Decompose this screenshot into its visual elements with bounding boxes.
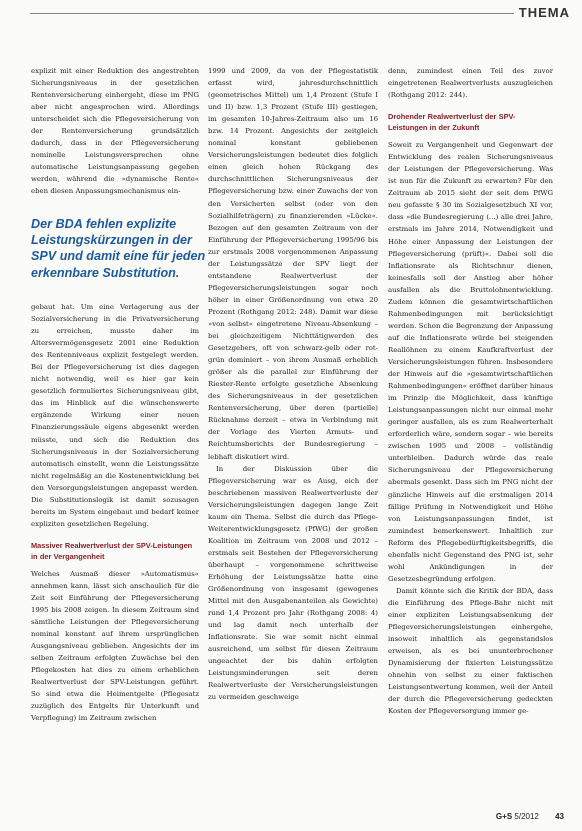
body-paragraph: denn, zumindest einen Teil des zuvor eingetretenen Realwertverlusts auszugleichen (Rothgang 2012: 244). <box>388 67 553 100</box>
magazine-name: G+S <box>495 812 513 821</box>
section-heading: Drohender Realwertverlust der SPV-Leistungen in der Zukunft <box>388 112 516 133</box>
column-2 <box>208 65 378 703</box>
body-paragraph: 1999 und 2009, da von der Pflegestatistik erfasst wird, jahresdurchschnittlich (geometrisches Mittel) um 1,4 Prozent (Stufe I und II) bzw. 1,3 Prozent (Stufe III) gestiegen, im gesamten 10-Jahres-Zeitraum also um 16 bzw. 14 Prozent. Angesichts der zeitgleich nominal konstant gebliebenen Versicherungsleistungen bedeutet dies folglich einen gleich hohen Rückgang des durchschnittlichen Sicherungsniveaus der Pflegeversicherung bzw. einer Zuwachs der von den Versicherten selbst (oder von den Sozialhilfeträgern) zu finanzierenden »Lücke«. Bezogen auf den gesamten Zeitraum von der Einführung der Pflegeversicherung 1995/96 bis zur erstmals 2008 vorgenommenen Anpassung der Leistungssätze der SPV liegt der entstandene Realwertverlust der Pflegeversicherungsleistungen sogar noch höher in einer Größenordnung von etwa 20 Prozent (Rothgang 2012: 248). Damit war diese »von selbst« eingetretene Niveau-Absenkung – bei gleichzeitigem Nichttätigwerden des Gesetzgebers, oft von schwarz-gelb oder rot-grün dominiert – von ihrem Ausmaß erheblich größer als die parallel zur Einführung der Riester-Rente erfolgte gesetzliche Absenkung des Sicherungsniveaus in der gesetzlichen Rentenversicherung, über deren (partielle) Rücknahme derzeit – etwa in Verbindung mit der Vorlage des Vierten Armuts- und Reichtumsberichts der Bundesregierung – lebhaft diskutiert wird. <box>208 67 378 461</box>
header-rule <box>30 13 514 14</box>
body-paragraph: Soweit zu Vergangenheit und Gegenwart der Entwicklung des realen Sicherungsniveaus der Leistungen der Pflegeversicherung. Was ist nun für die Zukunft zu erwarten? Für den Zeitraum ab 2015 sieht der seit dem PfWG neu gefasste § 30 im Sozialgesetzbuch XI vor, dass »die Bundesregierung (...) alle drei Jahre, erstmals im Jahre 2014, Notwendigkeit und Höhe einer Anpassung der Leistungen der Pflegeversicherung (prüft)«. Dabei soll die Inflationsrate als Richtschnur dienen, keinesfalls soll der Anstieg aber höher ausfallen als die Bruttolohnentwicklung. Zudem können die gesamtwirtschaftlichen Rahmenbedingungen mit berücksichtigt werden. Schon die Begrenzung der Anpassung auf die Inflationsrate würde bei steigenden Reallöhnen zu einem Kaufkraftverlust der Versicherungsleistungen führen. Insbesondere der Hinweis auf die »gesamtwirtschaftlichen Rahmenbedingungen« eröffnet darüber hinaus im Prinzip die Möglichkeit, dass künftige Leistungsanpassungen nicht nur einmal mehr geringer ausfallen, als es zum Realwerterhalt erforderlich wäre, sondern sogar – wie bereits zwischen 1995 und 2008 – vollständig unterbleiben. Dadurch würde das reale Sicherungsniveau der Pflegeversicherung abermals gesenkt. Dass sich im PNG nicht der gänzliche Hinweis auf die erstmaligen 2014 fällige Prüfung in Notwendigkeit und Höhe von Leistungsanpassungen findet, ist zumindest bemerkenswert. Inhaltlich zur Reform des Pflegebedürftigkeitsbegriffs, die ebenfalls nicht Gegenstand des PNG ist, sehr wohl Ankündigungen in der Gesetzesbegründung erfolgen. <box>388 141 553 583</box>
pull-quote-line: SPV und damit eine für jeden <box>31 249 206 264</box>
section-heading: Massiver Realwertverlust der SPV-Leistungen in der Vergangenheit <box>31 540 193 561</box>
page-footer <box>496 812 564 821</box>
pull-quote-line: erkennbare Substitution. <box>31 265 180 280</box>
pull-quote-line: Der BDA fehlen explizite <box>31 217 177 231</box>
body-paragraph: gebaut hat. Um eine Verlagerung aus der Sozialversicherung in die Privatversicherung zu erreichen, musste daher im Altersvermögensgesetz 2001 eine Reduktion des Rentenniveaus explizit festgelegt werden. Bei der Pflegeversicherung ist dies dagegen nicht notwendig, weil es hier gar kein gesetzlich formuliertes Sicherungsniveau gibt, das im Hinblick auf die wünschenswerte ergänzende Wirkung einer neuen Finanzierungssäule eigens abgesenkt werden müsste, und sich die Reduktion des Sicherungsniveaus in der Sozialversicherung automatisch einstellt, wenn die Leistungssätze nicht regelmäßig an die Kostenentwicklung bei den Versorgungsleistungen angepasst werden. Die Substitutionslogik ist damit sozusagen bereits im System eingebaut und bedarf keiner expliziten gesetzlichen Regelung. <box>31 303 199 528</box>
pull-quote-line: Leistungskürzungen in der <box>31 233 192 248</box>
section-label: THEMA <box>518 5 570 20</box>
body-paragraph: Welches Ausmaß dieser »Automatismus« annehmen kann, lässt sich anschaulich für die Zeit seit Einführung der Pflegeversicherung 1995 bis 2008 zeigen. In diesem Zeitraum sind sämtliche Leistungen der Pflegeversicherung nominal konstant auf ihrem ursprünglichen Ausgangsniveau geblieben. Angesichts der im selben Zeitraum erfolgten Zuwächse bei den Pflegekosten hat dies zu einem erheblichen Realwertverlust der SPV-Leistungen geführt. So sind etwa die Heimentgelte (Pflegesatz zuzüglich des Entgelts für Unterkunft und Verpflegung) im Zeitraum zwischen <box>31 569 199 723</box>
body-paragraph: explizit mit einer Reduktion des angestrebten Sicherungsniveaus in der gesetzlichen Rentenversicherung einhergeht, diese im PNG aber nicht angesprochen wird. Allerdings unterscheidet sich die Pflegeversicherung von der Rentenversicherung grundsätzlich dadurch, dass in der Pflegeversicherung nominelle Leistungsversprechen ohne automatische Leistungsanpassung gegeben werden, während die »dynamische Rente« eben diesen Anpassungsmechanismus ein- <box>31 67 199 196</box>
body-paragraph: Damit könnte sich die Kritik der BDA, dass die Einführung des Pflege-Bahr nicht mit einer expliziten Leistungsabsenkung der Pflegeversicherungsleistungen einhergehe, insoweit inhaltlich als gegenstandslos erweisen, als es bei ununterbrochener Dynamisierung der fixierten Leistungssätze ohnehin von selbst zu einer faktischen Leistungsentwertung kommen, weil der Anteil der durch die Pflegeversicherung gedeckten Kosten der Pflegeversorgung immer ge- <box>388 586 553 716</box>
column-3 <box>388 65 553 717</box>
issue-number: 5/2012 <box>514 812 539 821</box>
page-number: 43 <box>555 812 564 821</box>
body-paragraph: In der Diskussion über die Pflegeversicherung war es Ausg, eich der beschriebenen massiven Realwertverluste der Versicherungsleistungen dagegen lange Zeit kaum ein Thema. Selbst die durch das Pflege-Weiterentwicklungsgesetz (PfWG) der großen Koalition im Zeitraum von 2008 und 2012 – erstmals seit Bestehen der Pflegeversicherung überhaupt – vorgenommene schrittweise Erhöhung der Leistungssätze hatte eine Größenordnung von insgesamt (gewogenes Mittel mit den Ausgabenanteilen als Gewichte) rund 1,4 Prozent pro Jahr (Rothgang 2008: 4) und lag damit noch unterhalb der Inflationsrate. Sie war somit nicht einmal ausreichend, um selbst für diesen Zeitraum ungeachtet der bis dahin erfolgten Leistungsminderungen seit deren Realwertverluste der Versicherungsleistungen zu vermeiden geschweige <box>208 464 378 702</box>
